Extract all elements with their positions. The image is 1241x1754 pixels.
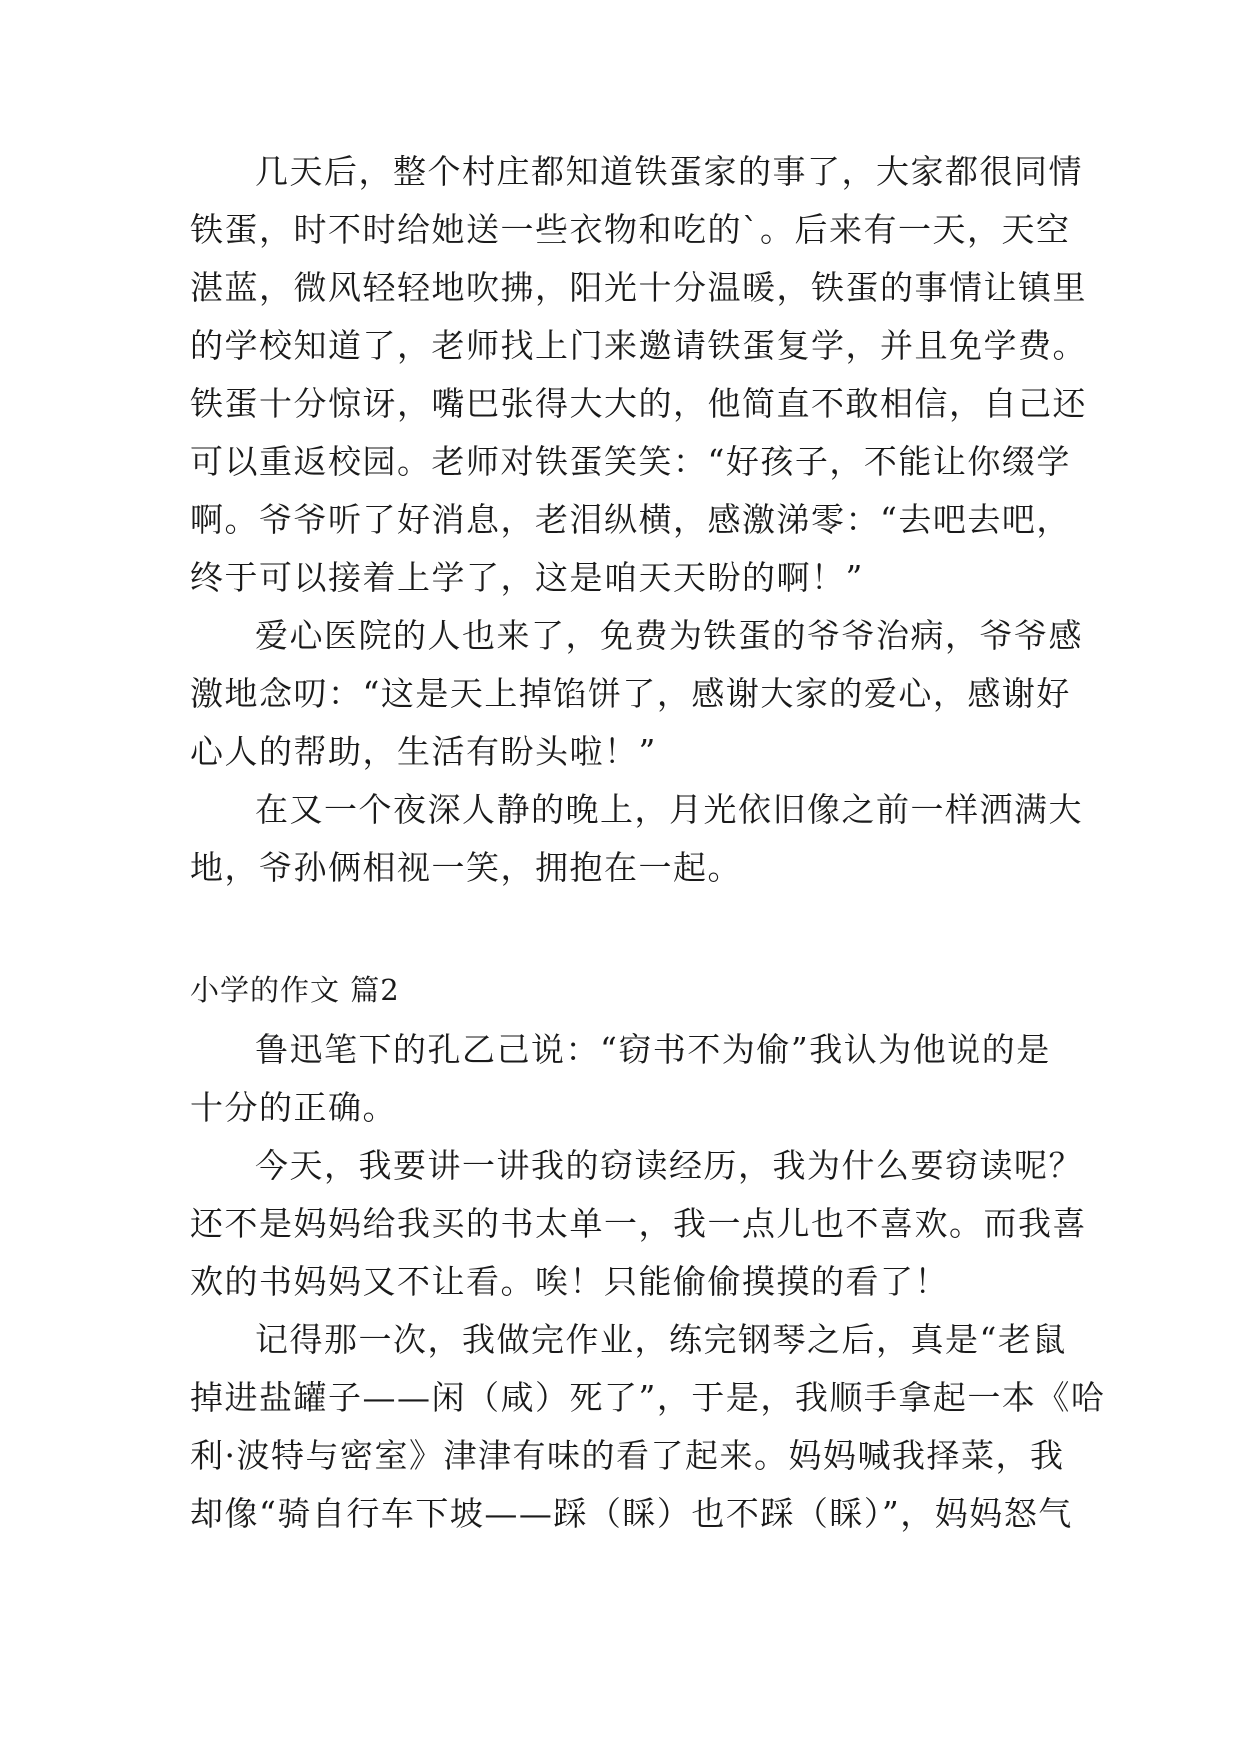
text-line: 记得那一次，我做完作业，练完钢琴之后，真是“老鼠 xyxy=(255,1320,1067,1359)
text-line: 鲁迅笔下的孔乙己说：“窃书不为偷”我认为他说的是 xyxy=(255,1030,1051,1069)
text-line: 利·波特与密室》津津有味的看了起来。妈妈喊我择菜，我 xyxy=(190,1436,1065,1475)
text-line: 地，爷孙俩相视一笑，拥抱在一起。 xyxy=(190,848,742,887)
text-line: 铁蛋，时不时给她送一些衣物和吃的`。后来有一天，天空 xyxy=(190,210,1071,249)
text-line: 爱心医院的人也来了，免费为铁蛋的爷爷治病，爷爷感 xyxy=(255,616,1083,655)
text-line: 心人的帮助，生活有盼头啦！” xyxy=(190,732,657,771)
text-line: 今天，我要讲一讲我的窃读经历，我为什么要窃读呢？ xyxy=(255,1146,1083,1185)
text-line: 的学校知道了，老师找上门来邀请铁蛋复学，并且免学费。 xyxy=(190,326,1087,365)
text-line: 在又一个夜深人静的晚上，月光依旧像之前一样洒满大 xyxy=(255,790,1083,829)
text-line: 还不是妈妈给我买的书太单一，我一点儿也不喜欢。而我喜 xyxy=(190,1204,1087,1243)
text-line: 激地念叨：“这是天上掉馅饼了，感谢大家的爱心，感谢好 xyxy=(190,674,1071,713)
text-line: 欢的书妈妈又不让看。唉！只能偷偷摸摸的看了！ xyxy=(190,1262,949,1301)
section-heading: 小学的作文 篇2 xyxy=(190,973,400,1007)
text-line: 却像“骑自行车下坡——踩（睬）也不踩（睬）”，妈妈怒气 xyxy=(190,1494,1073,1533)
text-line: 终于可以接着上学了，这是咱天天盼的啊！” xyxy=(190,558,864,597)
text-line: 铁蛋十分惊讶，嘴巴张得大大的，他简直不敢相信，自己还 xyxy=(190,384,1087,423)
text-line: 啊。爷爷听了好消息，老泪纵横，感激涕零：“去吧去吧， xyxy=(190,500,1071,539)
text-line: 可以重返校园。老师对铁蛋笑笑：“好孩子，不能让你缀学 xyxy=(190,442,1071,481)
text-line: 几天后，整个村庄都知道铁蛋家的事了，大家都很同情 xyxy=(255,152,1083,191)
text-line: 十分的正确。 xyxy=(190,1088,397,1127)
text-line: 掉进盐罐子——闲（咸）死了”，于是，我顺手拿起一本《哈 xyxy=(190,1378,1106,1417)
text-line: 湛蓝，微风轻轻地吹拂，阳光十分温暖，铁蛋的事情让镇里 xyxy=(190,268,1087,307)
